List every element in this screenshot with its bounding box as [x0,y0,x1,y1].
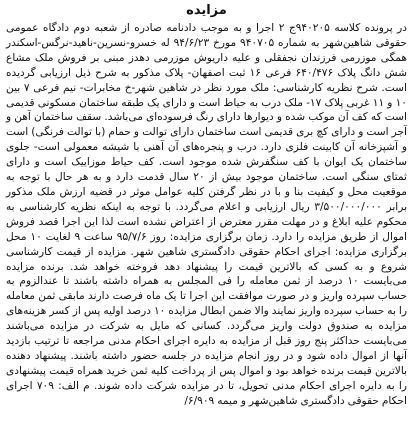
auction-notice [6,2,407,439]
notice-title: مزایده [186,3,227,18]
notice-body: در پرونده کلاسه ۹۴۰۲۰۵ج ۲ اجرا و به موجب دادنامه صادره از شعبه دوم دادگاه عمومی حقوقی شاهین‌شهر به شماره ۹۴۰۷۰۵ مورخ ۹۴/۶/۲۳ له خسرو-نسرین-ناهید-نرگس-اسکندر همگی موزرمی فرزندان نجفقلی و علیه داریوش موزرمی دهدز مبنی بر فروش ملک مشاع شش دانگ پلاک ۶۴۰/۴۷۶ فرعی ۱۶ ثبت اصفهان- پلاک مذکور به شرح ذیل ارزیابی گردیده است. شرح نظریه کارشناسی: ملک مورد نظر در شاهین شهر-خ مخابرات- نیم فرعی ۷ بین ۱۰ و ۱۱ غربی پلاک ۱۷- ملک درب به حیاط است و دارای یک طبقه ساختمان مسکونی قدیمی است که کف آن موکب شده و دیوارها دارای رنگ فرسوده‌ای می‌باشد. سقف ساختمان آهن و آجر است و دارای کچ بری قدیمی است ساختمان دارای توالت و حمام (با توالت فرنگی) است و آشپزخانه آن کابینت فلزی دارد. درب و پنجره‌های آن آهنی با شیشه معمولی است- جلوی ساختمان یک ایوان با کف سنگفرش شده موجود است. کف حیاط موزاییک است و دارای ثمتای سنگی است. ساختمان موجود بیش از ۲۰ سال قدمت دارد و به هر حال با توجه به موقعیت محل و کیفیت بنا و با در نظر گرفتن کلیه عوامل موثر در قضیه ارزش ملک مذکور برابر ۳/۵۰۰/۰۰۰/۰۰۰ ریال ارزیابی و اعلام می‌گردد. با توجه به اینکه نظریه کارشناسی به محکوم علیه ابلاغ و در مهلت مقرر معترض از اعتراض نشده است لذا این اجرا قصد فروش اموال از طریق مزایده را دارد. زمان برگزاری مزایده: روز ۹۵/۷/۶ ساعت ۹ لغایت ۱۰ محل برگزاری مزایده: اجرای احکام حقوقی دادگستری شاهین شهر. مزایده از قیمت کارشناسی شروع و به کسی که بالاترین قیمت را پیشنهاد دهد فروخته خواهد شد. برنده مزایده می‌بایست ۱۰ درصد از ثمن معامله را فی المجلس به همراه داشته باشند تا عندالزوم به حساب سپرده واریز و در صورت موافقت این اجرا تا یک ماه فرصت دارند مابقی ثمن معامله را به حساب سپرده واریز نمایند والا ضمن ابطال مزایده ۱۰ درصد اولیه پس از کسر هزینه‌های مزایده به صندوق دولت واریز می‌گردد. کسانی که مایل به شرکت در مزایده می‌باشند می‌بایست حداکثر پنج روز قبل از مزایده به دایره اجرای احکام مدنی مراجعه تا ترتیب بازدید آنها از اموال داده شود و در روز انجام مزایده در جلسه حضور داشته باشند. پیشنهاد دهنده بالاترین قیمت برنده خواهد بود و اموال پس از پرداخت کلیه ثمن خرید همراه قیمت پیشنهادی را به دایره اجرای احکام مدنی تحویل، تا در مزایده شرکت داده شوند. م الف: ۷۰۹ اجرای احکام حقوقی دادگستری شاهین‌شهر و میمه ۶/۹۰۹/ [6,22,408,407]
